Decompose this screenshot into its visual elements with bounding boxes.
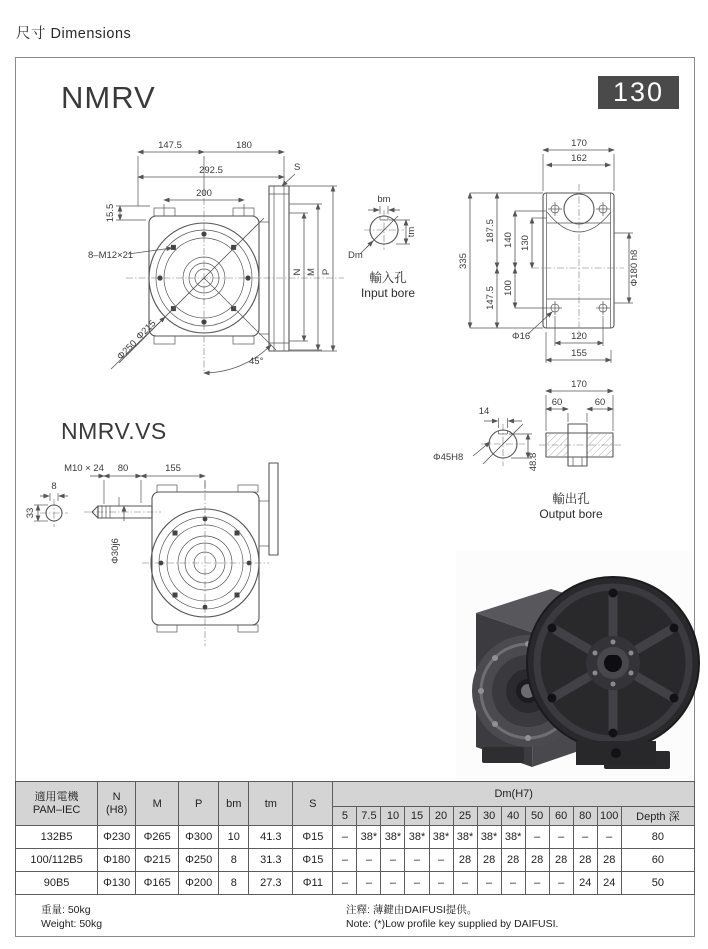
- cell-dm: –: [381, 849, 405, 872]
- input-bore-caption-en: Input bore: [360, 286, 416, 300]
- cell-bm: 8: [219, 872, 249, 895]
- dim-180: 180: [236, 140, 252, 151]
- col-header-s: S: [293, 782, 333, 826]
- cell-tm: 41.3: [249, 826, 293, 849]
- cell-dm: –: [573, 826, 597, 849]
- input-bore-caption-zh: 輸入孔: [369, 271, 407, 285]
- weight-zh: 重量: 50kg: [41, 904, 91, 916]
- cell-p: Φ200: [179, 872, 219, 895]
- cell-n: Φ130: [98, 872, 136, 895]
- cell-dm: –: [357, 849, 381, 872]
- cell-dm: 24: [597, 872, 621, 895]
- cell-dm: –: [405, 872, 429, 895]
- cell-n: Φ180: [98, 849, 136, 872]
- dm-col-10: 10: [381, 807, 405, 826]
- dim-120: 120: [571, 331, 587, 342]
- weight-en: Weight: 50kg: [41, 918, 103, 931]
- dim-187-5: 187.5: [485, 219, 496, 243]
- dm-col-7-5: 7.5: [357, 807, 381, 826]
- table-row: [16, 872, 695, 895]
- col-header-m: M: [136, 782, 179, 826]
- bolt-spec-label: 8–M12×21: [88, 250, 134, 261]
- cell-dm: 38*: [477, 826, 501, 849]
- dim-dm: Dm: [348, 250, 363, 261]
- dm-col-100: 100: [597, 807, 621, 826]
- output-bore-drawing: [431, 376, 691, 536]
- front-view-drawing: [86, 136, 351, 406]
- cell-depth: 60: [621, 849, 694, 872]
- dim-bm: bm: [377, 194, 391, 205]
- col-header-p: P: [179, 782, 219, 826]
- cell-p: Φ250: [179, 849, 219, 872]
- cell-s: Φ15: [293, 826, 333, 849]
- cell-dm: 38*: [453, 826, 477, 849]
- dim-15-5: 15.5: [105, 203, 116, 223]
- cell-m: Φ165: [136, 872, 179, 895]
- cell-dm: –: [405, 849, 429, 872]
- table-row: [16, 849, 695, 872]
- cell-dm: –: [525, 826, 549, 849]
- dim-170: 170: [571, 379, 587, 390]
- cell-dm: –: [501, 872, 525, 895]
- cell-dm: –: [429, 849, 453, 872]
- col-header-dm-h7: Dm(H7): [333, 782, 695, 807]
- key-note: [346, 903, 558, 931]
- cell-dm: 24: [573, 872, 597, 895]
- dim-8: 8: [51, 481, 57, 492]
- side-view-drawing: [456, 136, 691, 381]
- col-header-depth: Depth 深: [621, 807, 694, 826]
- cell-dm: –: [333, 849, 357, 872]
- cell-depth: 80: [621, 826, 694, 849]
- dm-col-80: 80: [573, 807, 597, 826]
- dm-col-60: 60: [549, 807, 573, 826]
- angle-45: 45°: [249, 356, 264, 367]
- dia-16: Φ16: [512, 331, 531, 342]
- cell-pam: 100/112B5: [16, 849, 98, 872]
- input-bore-drawing: [346, 186, 456, 306]
- cell-dm: 38*: [405, 826, 429, 849]
- product-photo: [456, 551, 691, 779]
- model-name-nmrv: NMRV: [61, 80, 156, 115]
- dm-col-25: 25: [453, 807, 477, 826]
- dimensions-panel: [15, 57, 695, 937]
- col-header-pam-iec: 適用電機 PAM–IEC: [16, 782, 98, 826]
- dim-n: N: [292, 268, 303, 276]
- dim-170: 170: [571, 138, 587, 149]
- cell-n: Φ230: [98, 826, 136, 849]
- cell-dm: –: [597, 826, 621, 849]
- dimension-spec-table: [15, 781, 695, 895]
- dm-col-40: 40: [501, 807, 525, 826]
- dim-147-5: 147.5: [485, 286, 496, 310]
- dia-180-h8: Φ180 h8: [629, 249, 640, 287]
- dim-48-8: 48.8: [528, 452, 539, 472]
- vs-view-drawing: [26, 451, 346, 656]
- cell-dm: 28: [525, 849, 549, 872]
- dim-130: 130: [520, 235, 531, 251]
- dm-col-50: 50: [525, 807, 549, 826]
- cell-dm: –: [549, 872, 573, 895]
- page-title: 尺寸 Dimensions: [16, 26, 132, 42]
- cell-dm: –: [381, 872, 405, 895]
- dim-155: 155: [165, 463, 181, 474]
- cell-bm: 8: [219, 849, 249, 872]
- cell-dm: 28: [453, 849, 477, 872]
- size-badge: 130: [598, 76, 679, 109]
- cell-dm: 28: [573, 849, 597, 872]
- cell-dm: 28: [597, 849, 621, 872]
- col-header-bm: bm: [219, 782, 249, 826]
- cell-dm: –: [477, 872, 501, 895]
- note-en: Note: (*)Low profile key supplied by DAIFUSI.: [346, 918, 559, 931]
- cell-dm: 28: [549, 849, 573, 872]
- note-zh: 注釋: 薄鍵由DAIFUSI提供。: [346, 904, 478, 916]
- cell-dm: –: [429, 872, 453, 895]
- dia-30j6: Φ30j6: [110, 538, 121, 564]
- dim-14: 14: [478, 406, 490, 417]
- dim-100: 100: [503, 280, 514, 296]
- dia-250: Φ250: [115, 338, 140, 363]
- cell-tm: 31.3: [249, 849, 293, 872]
- model-name-nmrv-vs: NMRV.VS: [61, 418, 167, 444]
- cell-dm: –: [333, 826, 357, 849]
- cell-p: Φ300: [179, 826, 219, 849]
- cell-dm: –: [525, 872, 549, 895]
- col-header-n: N (H8): [98, 782, 136, 826]
- cell-dm: –: [453, 872, 477, 895]
- dim-s: S: [294, 162, 301, 173]
- cell-dm: 38*: [501, 826, 525, 849]
- dim-p: P: [321, 268, 332, 276]
- col-header-tm: tm: [249, 782, 293, 826]
- dim-147-5: 147.5: [158, 140, 182, 151]
- cell-bm: 10: [219, 826, 249, 849]
- cell-dm: 28: [477, 849, 501, 872]
- dia-215: Φ215: [134, 318, 159, 343]
- dim-335: 335: [458, 253, 469, 269]
- table-row: [16, 826, 695, 849]
- output-bore-caption-en: Output bore: [539, 507, 603, 521]
- cell-pam: 132B5: [16, 826, 98, 849]
- cell-s: Φ11: [293, 872, 333, 895]
- cell-tm: 27.3: [249, 872, 293, 895]
- cell-m: Φ215: [136, 849, 179, 872]
- dm-col-5: 5: [333, 807, 357, 826]
- cell-dm: –: [333, 872, 357, 895]
- dim-33: 33: [25, 507, 36, 519]
- dm-col-30: 30: [477, 807, 501, 826]
- cell-dm: –: [549, 826, 573, 849]
- dim-60-right: 60: [594, 397, 606, 408]
- dim-80: 80: [117, 463, 129, 474]
- dim-60-left: 60: [551, 397, 563, 408]
- cell-dm: 28: [501, 849, 525, 872]
- dim-200: 200: [196, 188, 212, 199]
- dm-col-20: 20: [429, 807, 453, 826]
- cell-dm: 38*: [381, 826, 405, 849]
- dim-tm: tm: [406, 226, 417, 238]
- dim-155: 155: [571, 348, 587, 359]
- cell-m: Φ265: [136, 826, 179, 849]
- dm-col-15: 15: [405, 807, 429, 826]
- cell-dm: –: [357, 872, 381, 895]
- cell-dm: 38*: [357, 826, 381, 849]
- cell-dm: 38*: [429, 826, 453, 849]
- label-m10x24: M10 × 24: [64, 463, 104, 474]
- dim-140: 140: [503, 232, 514, 248]
- dim-292-5: 292.5: [199, 165, 223, 176]
- cell-pam: 90B5: [16, 872, 98, 895]
- dim-m: M: [306, 268, 317, 276]
- dia-45h8: Φ45H8: [433, 452, 464, 463]
- cell-s: Φ15: [293, 849, 333, 872]
- weight-note: [41, 903, 102, 931]
- cell-depth: 50: [621, 872, 694, 895]
- output-bore-caption-zh: 輸出孔: [552, 492, 590, 506]
- dim-162: 162: [571, 153, 587, 164]
